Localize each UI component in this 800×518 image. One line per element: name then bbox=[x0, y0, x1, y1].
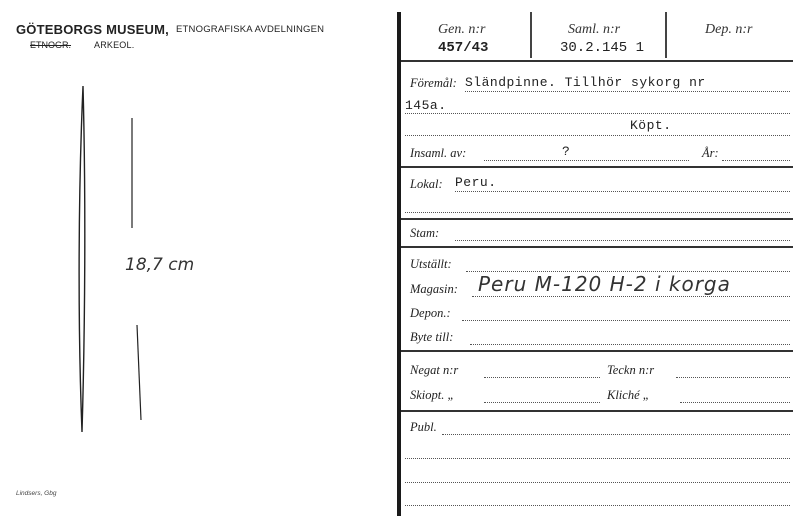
magasin-label: Magasin: bbox=[410, 282, 458, 296]
skiopt-rule bbox=[401, 410, 793, 412]
teckn-line bbox=[676, 377, 790, 378]
header-separator-1 bbox=[530, 12, 532, 58]
depon-label: Depon.: bbox=[410, 306, 451, 320]
department-name: ETNOGRAFISKA AVDELNINGEN bbox=[176, 24, 325, 35]
lokal-value: Peru. bbox=[455, 175, 497, 190]
gen-nr-label: Gen. n:r bbox=[438, 22, 486, 37]
header-bottom-rule bbox=[401, 60, 793, 62]
stam-label: Stam: bbox=[410, 226, 440, 240]
depon-line bbox=[462, 320, 790, 321]
magasin-line bbox=[472, 296, 790, 297]
gen-nr-value: 457/43 bbox=[438, 40, 489, 56]
foremal-line-2 bbox=[405, 113, 790, 114]
foremal-value: Sländpinne. Tillhör sykorg nr bbox=[465, 75, 706, 90]
spindle-stick-drawing bbox=[0, 0, 396, 518]
insaml-line bbox=[484, 160, 689, 161]
foremal-continuation: 145a. bbox=[405, 98, 447, 113]
lokal-rule bbox=[401, 218, 793, 220]
lokal-line-2 bbox=[405, 212, 790, 213]
insaml-label: Insaml. av: bbox=[410, 146, 467, 160]
insaml-value: ? bbox=[562, 144, 571, 159]
magasin-value: Peru M-120 H-2 i korga bbox=[478, 272, 731, 296]
publ-line-3 bbox=[405, 482, 790, 483]
header-separator-2 bbox=[665, 12, 667, 58]
negat-label: Negat n:r bbox=[410, 363, 459, 377]
saml-nr-value: 30.2.145 1 bbox=[560, 40, 645, 56]
measure-line-bottom bbox=[137, 325, 141, 420]
lokal-label: Lokal: bbox=[410, 177, 443, 191]
arkeol-label: ARKEOL. bbox=[94, 40, 135, 50]
ar-line bbox=[722, 160, 790, 161]
spindle-outline bbox=[79, 86, 85, 432]
museum-name: GÖTEBORGS MUSEUM, bbox=[16, 22, 169, 37]
dep-nr-label: Dep. n:r bbox=[705, 22, 753, 37]
lokal-line bbox=[455, 191, 790, 192]
stam-line bbox=[455, 240, 790, 241]
skiopt-label: Skiopt. „ bbox=[410, 388, 455, 402]
publ-line-2 bbox=[405, 458, 790, 459]
struck-department: ETNOGR. bbox=[30, 40, 72, 50]
card-divider bbox=[397, 12, 401, 516]
publ-label: Publ. bbox=[410, 420, 437, 434]
saml-nr-label: Saml. n:r bbox=[568, 22, 621, 37]
byte-till-label: Byte till: bbox=[410, 330, 454, 344]
kliche-line bbox=[680, 402, 790, 403]
kliche-label: Kliché „ bbox=[607, 388, 650, 402]
publ-line-4 bbox=[405, 505, 790, 506]
length-measurement: 18,7 cm bbox=[125, 255, 195, 275]
skiopt-line bbox=[484, 402, 600, 403]
negat-line bbox=[484, 377, 600, 378]
foremal-line bbox=[465, 91, 790, 92]
publ-line-1 bbox=[442, 434, 790, 435]
teckn-label: Teckn n:r bbox=[607, 363, 655, 377]
foremal-line-3 bbox=[405, 135, 790, 136]
byte-rule bbox=[401, 350, 793, 352]
insaml-rule bbox=[401, 166, 793, 168]
ar-label: År: bbox=[702, 146, 719, 160]
printer-mark: Lindsers, Gbg bbox=[16, 490, 57, 497]
byte-till-line bbox=[470, 344, 790, 345]
utstallt-label: Utställt: bbox=[410, 257, 452, 271]
kopt-value: Köpt. bbox=[630, 118, 672, 133]
foremal-label: Föremål: bbox=[410, 76, 457, 90]
stam-rule bbox=[401, 246, 793, 248]
